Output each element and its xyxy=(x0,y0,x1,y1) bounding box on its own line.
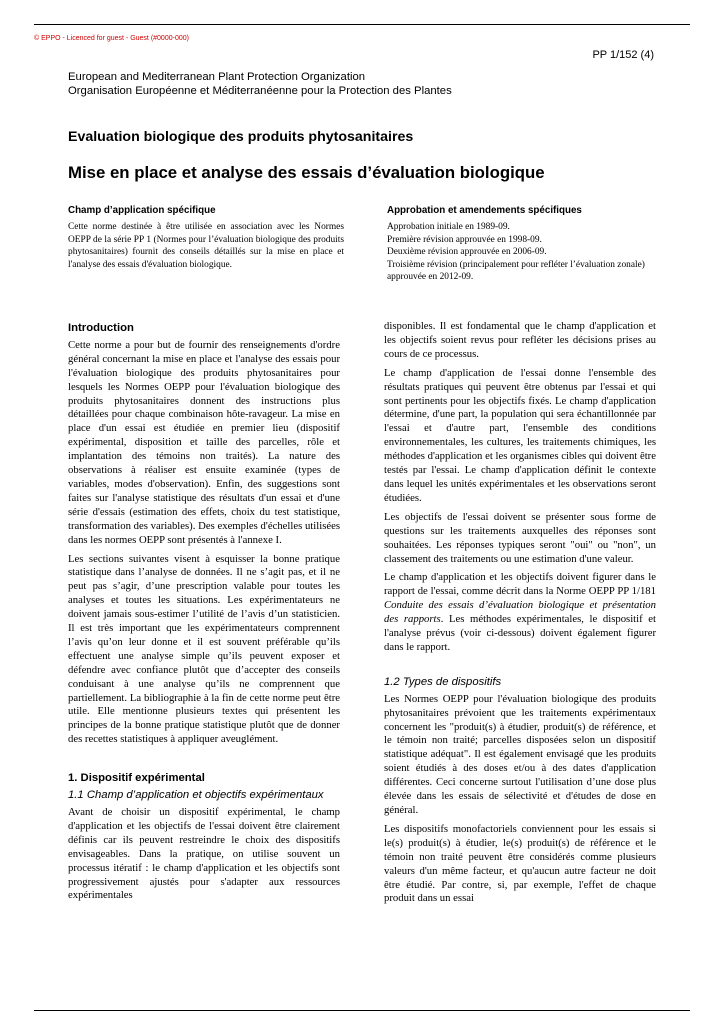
document-reference: PP 1/152 (4) xyxy=(592,49,654,61)
introduction-paragraph: Les sections suivantes visent à esquisser la bonne pratique statistique dans l’analyse de données. Il ne s’agit pas, et il ne peut pas s’agir, d’une prescription valable pour toutes les analyses et toutes les situations. Les expérimentateurs ne doivent jamais sous-estimer l’utilité de l’avis d’un statisticien. Il est très important que les expérimentateurs comprennent l’avis qu’on leur donne et il est souvent préférable qu’ils effectuent une analyse simple qu’ils peuvent exposer et défendre avec confiance plutôt que d’accepter des conseils conduisant à une analyse qu’ils ne comprennent que partiellement. La bibliographie à la fin de cette norme peut être utile. Elle mentionne plusieurs textes qui présentent les principes de la bonne pratique statistique plutôt que de donner des recettes statistiques à appliquer aveuglément. xyxy=(68,552,340,746)
scope-heading: Champ d’application spécifique xyxy=(68,205,216,216)
scope-box xyxy=(68,205,344,271)
approval-line: Approbation initiale en 1989-09. xyxy=(387,222,510,232)
approval-line: Troisième révision (principalement pour refléter l’évaluation zonale) approuvée en 2012-09. xyxy=(387,259,645,283)
section-1-heading: 1. Dispositif expérimental xyxy=(68,772,205,785)
section-1-1-heading: 1.1 Champ d’application et objectifs expérimentaux xyxy=(68,789,324,802)
approval-box xyxy=(387,205,657,284)
section-1-2-heading: 1.2 Types de dispositifs xyxy=(384,675,502,688)
referenced-standard-title: Conduite des essais d’évaluation biologique et présentation des rapports xyxy=(384,599,656,626)
document-title: Mise en place et analyse des essais d’évaluation biologique xyxy=(68,163,545,182)
document-subtitle: Evaluation biologique des produits phytosanitaires xyxy=(68,129,414,145)
approval-line: Deuxième révision approuvée en 2006-09. xyxy=(387,247,547,258)
section-paragraph: disponibles. Il est fondamental que le champ d'application et les objectifs soient revus pour refléter les décisions prises au cours de ce processus. xyxy=(384,320,656,360)
left-column xyxy=(68,320,340,908)
introduction-paragraph: Cette norme a pour but de fournir des renseignements d'ordre général concernant la mise en place et l'analyse des essais pour l'évaluation biologique des produits phytosanitaires pour lesquels les Normes OEPP pour l'évaluation biologique des produits phytosanitaires donnent des instructions plus détaillées pour chaque combinaison hôte-ravageur. La mise en place d'un essai est étudiée en premier lieu (dispositif expérimental, disposition et taille des parcelles, rôle et implantation des témoins non traités). La nature des observations à réaliser est ensuite examinée (types de variables, modes d'observation). Enfin, des suggestions sont faites sur l'analyse statistique des résultats d'un essai et d'une série d'essais (estimation des effets, choix du test statistique, transformation des variables). Des exemples d'échelles utilisées dans les normes OEPP sont présentés à l'annexe I. xyxy=(68,338,340,546)
text-run: Le champ d'application et les objectifs doivent figurer dans le rapport de l'essai, comme décrit dans la Norme OEPP PP 1/181 xyxy=(384,571,656,598)
organization-names xyxy=(68,70,452,98)
organization-name-fr: Organisation Européenne et Méditerranéenne pour la Protection des Plantes xyxy=(68,85,452,97)
scope-text: Cette norme destinée à être utilisée en association avec les Normes OEPP de la série PP 1 (Normes pour l’évaluation biologique des produits phytosanitaires) fournit des conseils détaillés sur la mise en place et l'analyse des essais d'évaluation biologique. xyxy=(68,222,344,270)
section-paragraph xyxy=(384,571,656,654)
bottom-rule xyxy=(34,1010,690,1011)
section-paragraph: Le champ d'application de l'essai donne l'ensemble des résultats pratiques qui peuvent être obtenus par l'essai et qui sont pertinents pour les objectifs fixés. Le champ d'application détermine, d'une part, la population qui sera échantillonnée par l'essai et d'autre part, l'ensemble des conditions environnementales, les cultures, les traitements chimiques, les méthodes d'application et les organismes cibles qui doivent être testés par l'essai. Le champ d'application définit le contexte dans lequel les unités expérimentales et les observations seront étudiées. xyxy=(384,366,656,504)
section-paragraph: Les Normes OEPP pour l'évaluation biologique des produits phytosanitaires prévoient que les traitements expérimentaux concernent les "produit(s) à étudier, produit(s) de référence, et le témoin non traité; parcelles disposées selon un dispositif statistique adéquat". Il est également envisagé que les produits soient étudiés à des doses et/ou à des dates d'application différentes. Ceci concerne surtout l'utilisation d’une dose plus élevée dans les essais de sélectivité et d'études de dose en général. xyxy=(384,692,656,816)
section-paragraph: Avant de choisir un dispositif expérimental, le champ d'application et les objectifs de l'essai doivent être clairement définis car ils peuvent restreindre le choix des dispositifs envisageables. Dans la pratique, on utilise souvent un processus itératif : le champ d'application et les objectifs sont progressivement ajustés pour s'adapter aux ressources expérimentales xyxy=(68,806,340,902)
introduction-heading: Introduction xyxy=(68,322,134,334)
text-run: . Les méthodes expérimentales, le dispositif et l'analyse prévus (voir ci-dessous) doivent également figurer dans le rapport. xyxy=(384,613,656,653)
approval-heading: Approbation et amendements spécifiques xyxy=(387,205,582,216)
right-column xyxy=(384,320,656,911)
approval-line: Première révision approuvée en 1998-09. xyxy=(387,234,542,245)
section-paragraph: Les objectifs de l'essai doivent se présenter sous forme de questions sur les traitements auxquelles des réponses sont souhaitées. Les réponses typiques seront "oui" ou "non", un classement des traitements ou une estimation d'une valeur. xyxy=(384,510,656,565)
section-paragraph: Les dispositifs monofactoriels conviennent pour les essais si le(s) produit(s) à étudier, le(s) produit(s) de référence et le témoin non traité peuvent être considérés comme plusieurs valeurs d'un même facteur, et qu'aucun autre facteur ne doit être étudié. Par contre, si, par exemple, l'effet de chaque produit dans un essai xyxy=(384,822,656,905)
approval-list xyxy=(387,221,657,284)
licence-notice: © EPPO - Licenced for guest - Guest (#0000-000) xyxy=(34,35,189,42)
top-rule xyxy=(34,24,690,25)
organization-name-en: European and Mediterranean Plant Protection Organization xyxy=(68,71,366,83)
